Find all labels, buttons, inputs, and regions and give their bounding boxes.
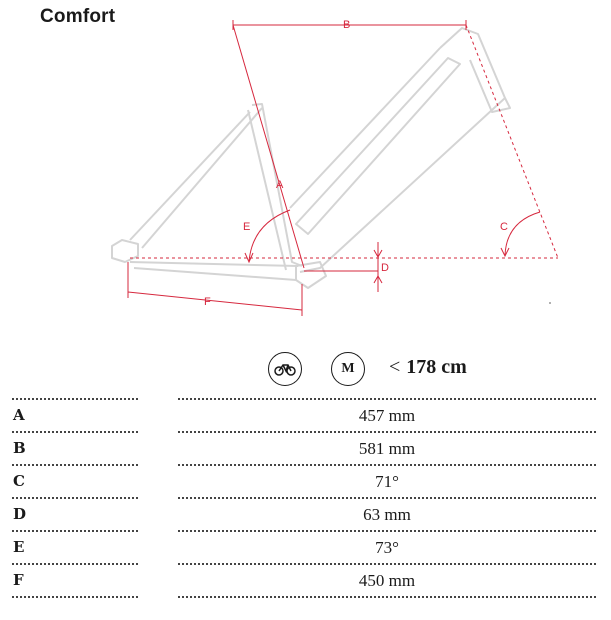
row-key: E	[13, 538, 25, 556]
row-value: 63 mm	[363, 505, 411, 524]
geometry-table	[0, 398, 611, 596]
label-c: C	[500, 221, 508, 233]
label-a: A	[276, 179, 284, 191]
size-badge[interactable]: M	[331, 352, 365, 386]
page-title: Comfort	[40, 6, 116, 27]
size-selector	[0, 352, 611, 386]
row-value: 71°	[375, 472, 399, 491]
row-value: 450 mm	[358, 571, 416, 590]
table-row	[0, 431, 611, 464]
small-dot	[549, 302, 551, 304]
row-key: F	[13, 571, 24, 589]
rider-height	[389, 356, 467, 379]
label-d: D	[381, 262, 389, 274]
table-row	[0, 497, 611, 530]
row-key: C	[13, 472, 25, 490]
table-row	[0, 563, 611, 596]
row-key: D	[13, 505, 27, 523]
row-key: A	[13, 406, 25, 424]
row-value: 73°	[375, 538, 399, 557]
table-row	[0, 530, 611, 563]
height-value: 178 cm	[406, 356, 467, 378]
row-key: B	[13, 439, 26, 457]
table-row	[0, 464, 611, 497]
height-prefix: <	[389, 356, 401, 378]
label-b: B	[343, 19, 351, 31]
row-value: 581 mm	[358, 439, 416, 458]
bike-frame-outline	[112, 28, 510, 288]
table-row	[0, 398, 611, 431]
bicycle-icon	[268, 352, 302, 386]
row-value: 457 mm	[358, 406, 416, 425]
label-e: E	[243, 221, 251, 233]
label-f: F	[204, 296, 211, 308]
